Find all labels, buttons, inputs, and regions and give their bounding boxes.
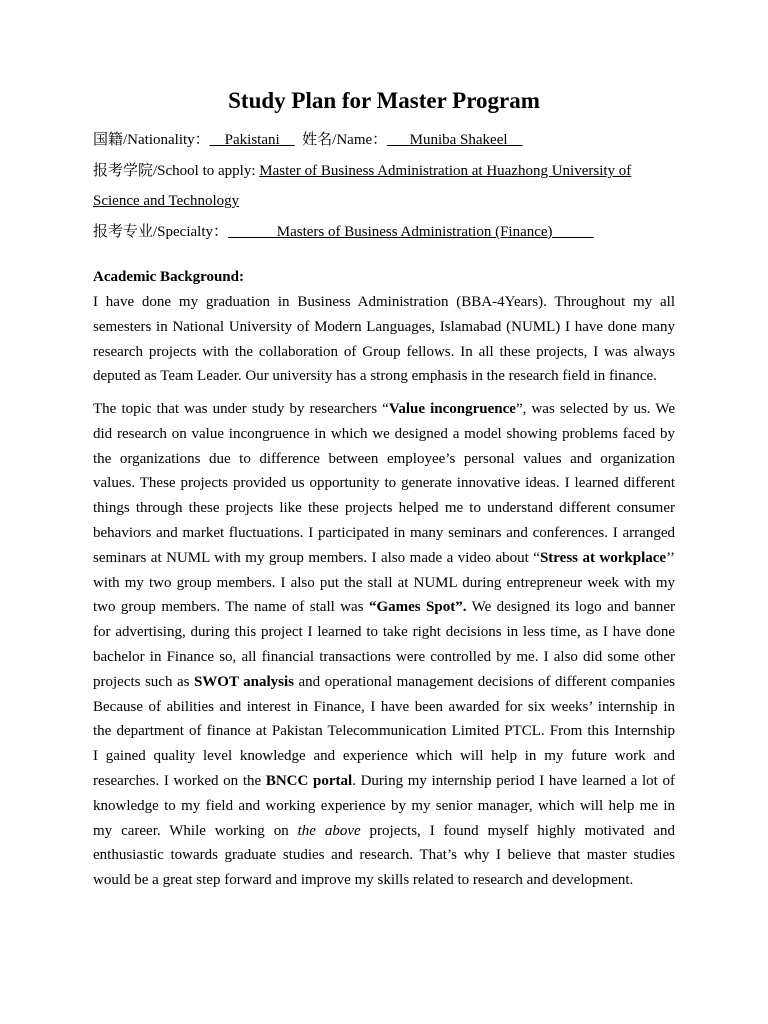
text-line: with my two group members. I also put the stall at NUML during entrepreneur week with my bbox=[93, 574, 675, 591]
school-label: 报考学院/School to apply: bbox=[93, 163, 260, 179]
nationality-name-row bbox=[93, 131, 676, 149]
school-row-continued bbox=[93, 192, 676, 210]
text-line: did research on value incongruence in which we designed a model showing problems faced by bbox=[93, 425, 675, 442]
text-line: The topic that was under study by researchers “Value incongruence”, was selected by us. We bbox=[93, 401, 675, 417]
school-row bbox=[93, 162, 676, 180]
text-line: the department of finance at Pakistan Telecommunication Limited PTCL. From this Internship bbox=[93, 723, 675, 740]
page-title: Study Plan for Master Program bbox=[228, 88, 540, 113]
name-label: 姓名/Name： bbox=[302, 132, 388, 148]
text-line: researches. I worked on the BNCC portal. During my internship period I have learned a lot of bbox=[93, 772, 675, 789]
text-line: semesters in National University of Modern Languages, Islamabad (NUML) I have done many bbox=[93, 318, 675, 335]
text-line: research projects with the collaboration of Group fellows. In all these projects, I was always bbox=[93, 343, 675, 360]
text-line: my career. While working on the above projects, I found myself highly motivated and bbox=[93, 822, 675, 839]
school-value-line2: Science and Technology bbox=[93, 193, 240, 209]
school-value-line1: Master of Business Administration at Huazhong University of bbox=[259, 163, 632, 179]
bold-phrase: “Games Spot”. bbox=[368, 599, 467, 616]
text-line: deputed as Team Leader. Our university has a strong emphasis in the research field in finance. bbox=[93, 368, 657, 385]
specialty-label: 报考专业/Specialty： bbox=[93, 224, 228, 240]
text-line: two group members. The name of stall was “Games Spot”. We designed its logo and banner bbox=[93, 599, 675, 616]
bold-phrase: SWOT analysis bbox=[193, 673, 295, 690]
text-line: things through these projects like these projects helped me to understand different consumer bbox=[93, 500, 675, 517]
bold-phrase: BNCC portal bbox=[265, 772, 353, 789]
name-value: Muniba Shakeel bbox=[409, 132, 508, 148]
bold-phrase: Stress at workplace bbox=[539, 549, 667, 566]
specialty-row bbox=[93, 223, 676, 241]
text-line: bachelor in Finance so, all financial transactions were controlled by me. I also did some other bbox=[93, 648, 675, 665]
nationality-value: Pakistani bbox=[224, 132, 280, 148]
text-line: values. These projects provided us opportunity to generate innovative ideas. I learned different bbox=[93, 475, 675, 492]
text-line: projects such as SWOT analysis and operational management decisions of different companies bbox=[93, 673, 675, 690]
text-line: I gained quality level knowledge and experience which will help in my future work and bbox=[93, 748, 675, 765]
text-line: for advertising, during this project I learned to take right decisions in less time, as I have done bbox=[93, 624, 675, 641]
text-line: Because of abilities and interest in Finance, I have been awarded for six weeks’ internship in bbox=[93, 698, 675, 715]
paragraph-2 bbox=[93, 397, 675, 893]
bold-phrase: Value incongruence bbox=[388, 401, 516, 417]
section-heading: Academic Background: bbox=[93, 269, 244, 285]
italic-phrase: the above bbox=[297, 822, 361, 839]
specialty-value: Masters of Business Administration (Finance) bbox=[276, 224, 553, 240]
text-line: knowledge to my field and working experience by my senior manager, which will help me in bbox=[93, 797, 675, 814]
nationality-label: 国籍/Nationality： bbox=[93, 132, 210, 148]
text-line: I have done my graduation in Business Administration (BBA-4Years). Throughout my all bbox=[93, 294, 675, 310]
text-line: behaviors and market fluctuations. I participated in many seminars and conferences. I arranged bbox=[93, 524, 675, 541]
paragraph-1 bbox=[93, 290, 675, 389]
text-line: enthusiastic towards graduate studies and research. That’s why I believe that master studies bbox=[93, 847, 675, 864]
text-line: would be a great step forward and improve my skills related to research and development. bbox=[93, 872, 634, 889]
text-line: the organizations due to difference between employee’s personal values and organization bbox=[93, 450, 675, 467]
text-line: seminars at NUML with my group members. I also made a video about “Stress at workplace’’ bbox=[93, 549, 675, 566]
